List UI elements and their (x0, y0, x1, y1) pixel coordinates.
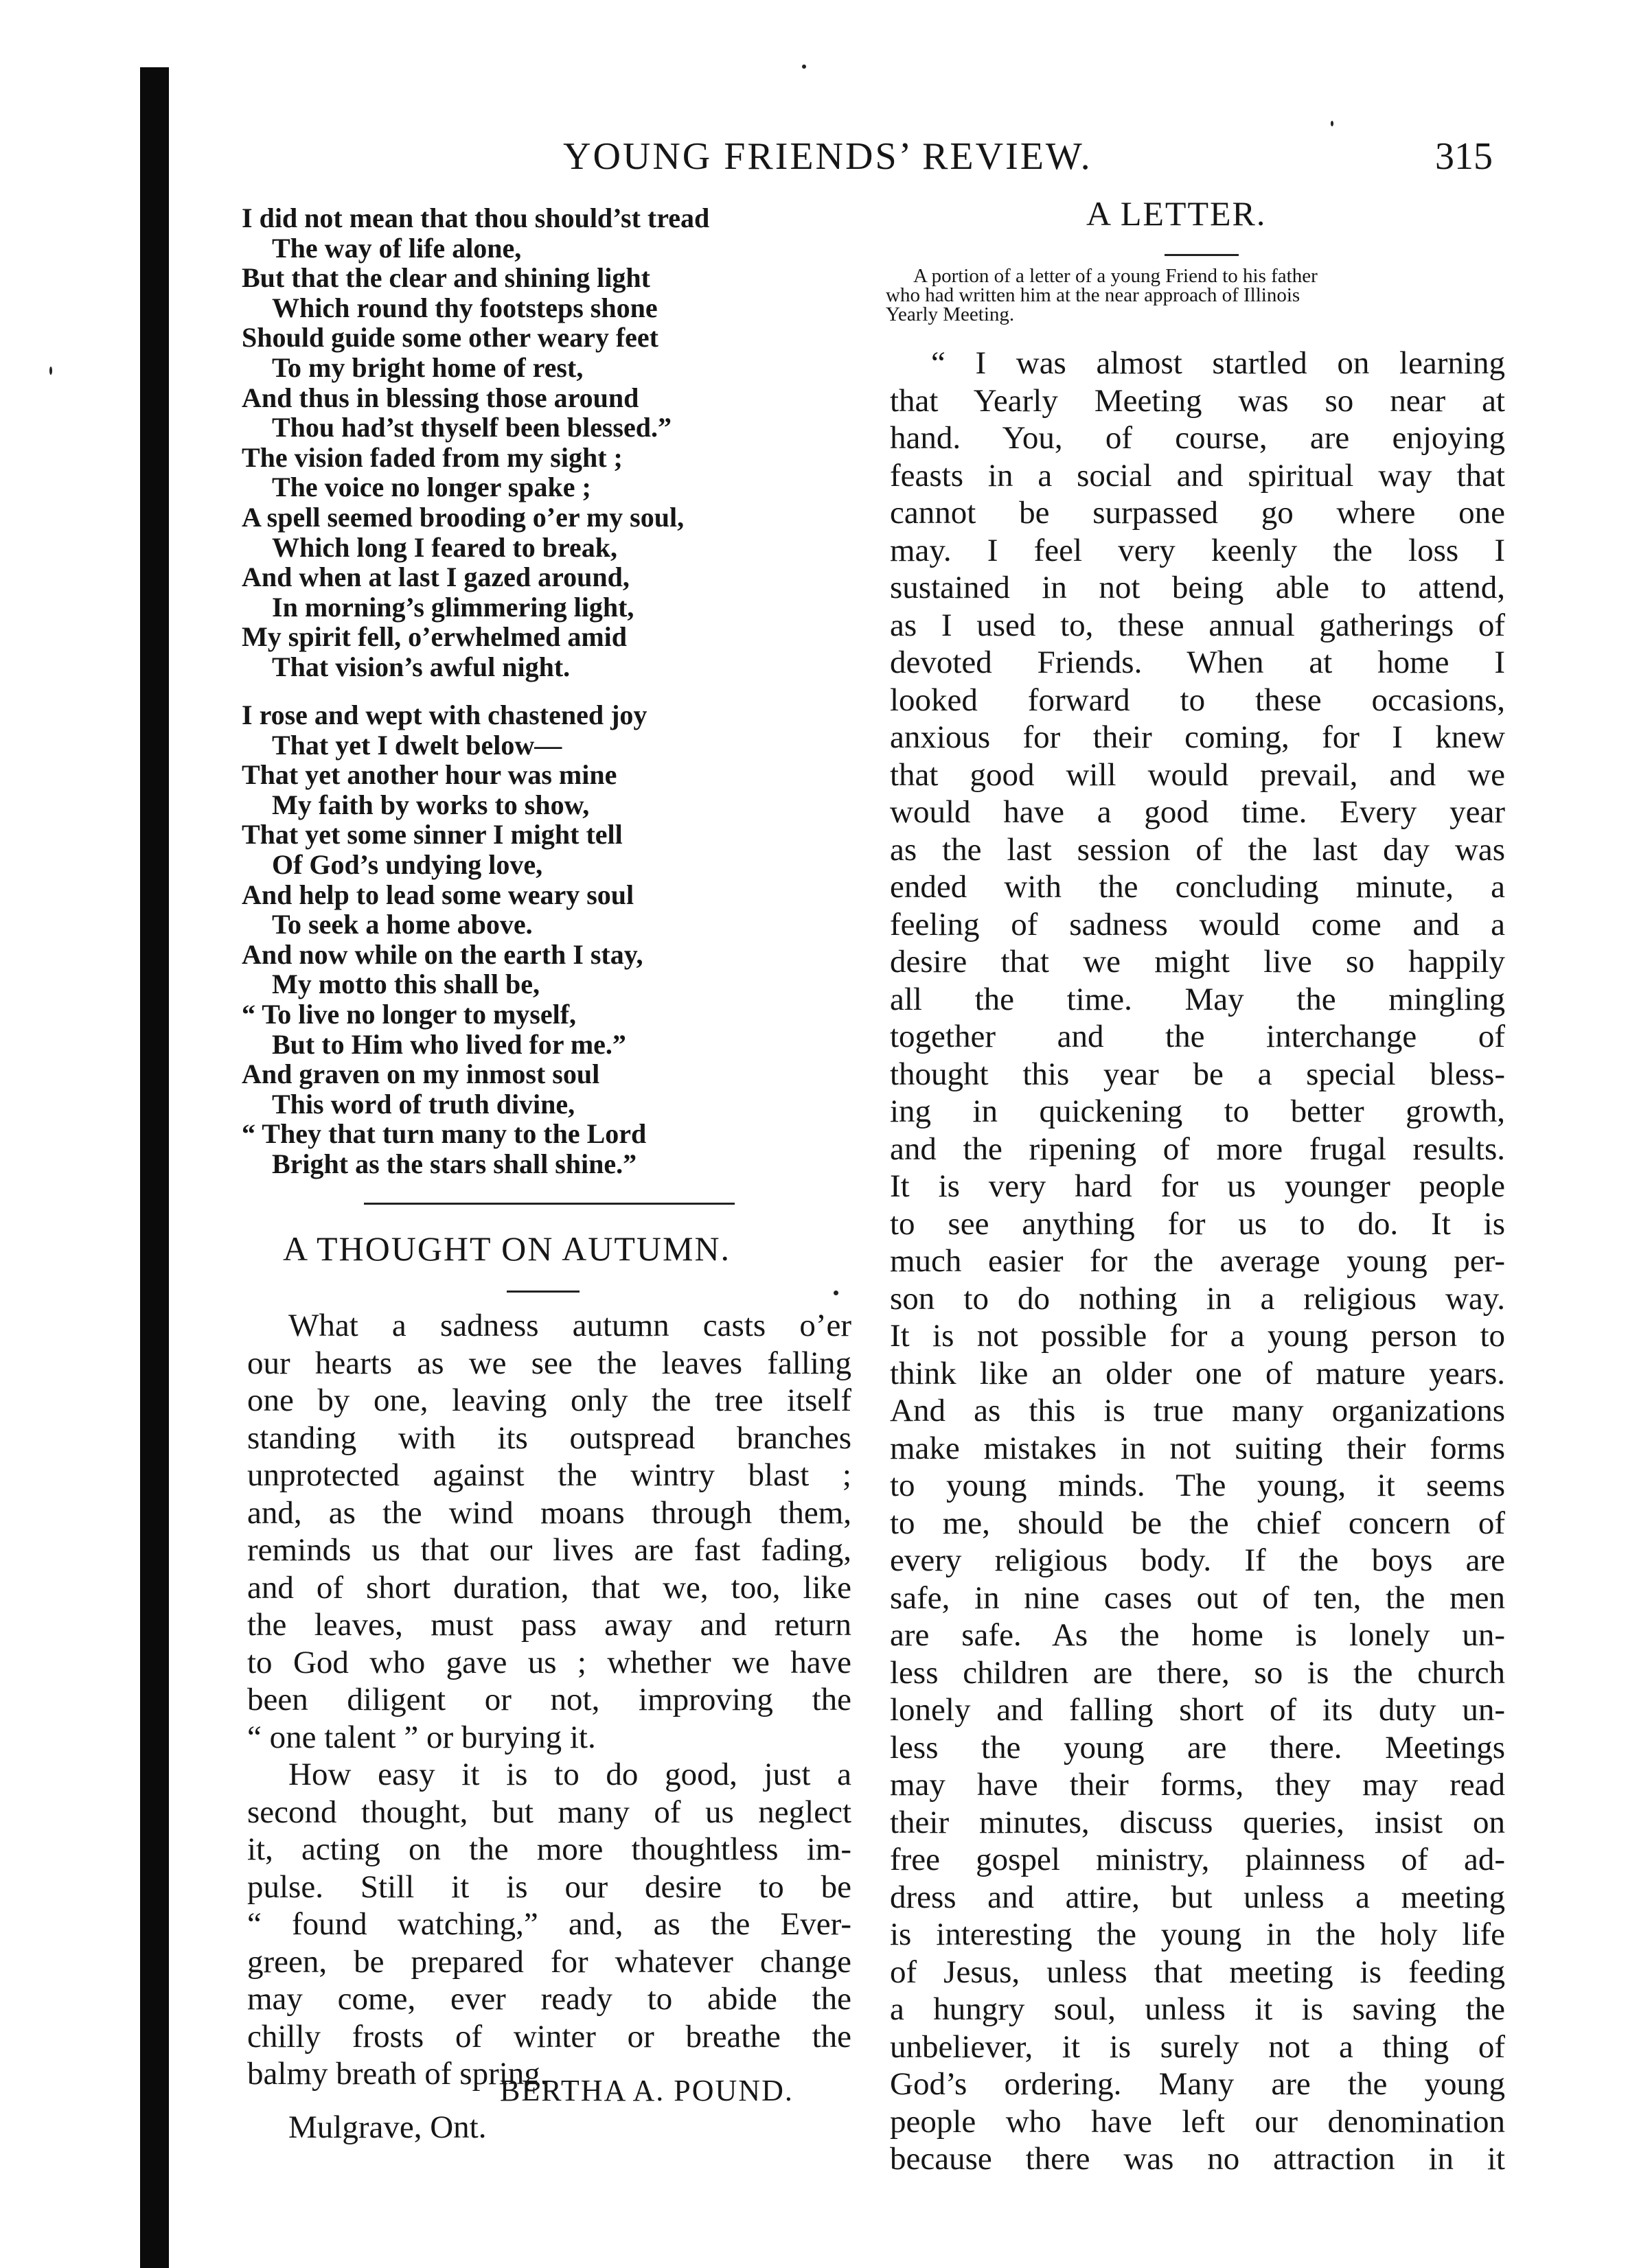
text-line: looked forward to these occasions, (890, 682, 1505, 718)
print-speck (49, 367, 52, 375)
print-speck (802, 65, 806, 69)
text-line: “ found watching,” and, as the Ever- (247, 1906, 851, 1942)
text-line: all the time. May the mingling (890, 981, 1505, 1017)
title-underline (1165, 254, 1239, 256)
text-line: chilly frosts of winter or breathe the (247, 2018, 851, 2055)
text-line: to see anything for us to do. It is (890, 1205, 1505, 1242)
note-line: who had written him at the near approach of Illinois (886, 284, 1300, 306)
text-line: ended with the concluding minute, a (890, 869, 1505, 905)
text-line: It is very hard for us younger people (890, 1168, 1505, 1204)
text-line: of Jesus, unless that meeting is feeding (890, 1954, 1505, 1990)
text-line: second thought, but many of us neglect (247, 1794, 851, 1830)
poem-line: Which long I feared to break, (272, 531, 617, 563)
poem-stanza-1 (242, 203, 709, 682)
text-line: that good will would prevail, and we (890, 756, 1505, 793)
poem-line: But that the clear and shining light (242, 262, 650, 294)
text-line: How easy it is to do good, just a (288, 1757, 851, 1792)
text-line: our hearts as we see the leaves falling (247, 1345, 851, 1381)
print-speck (1331, 121, 1333, 126)
text-line: sustained in not being able to attend, (890, 570, 1505, 605)
print-speck (834, 1291, 838, 1295)
poem-line: Of God’s undying love, (272, 848, 543, 880)
text-line: make mistakes in not suiting their forms (890, 1430, 1505, 1466)
text-line: It is not possible for a young person to (890, 1318, 1505, 1354)
binding-edge-bar (140, 67, 169, 2268)
poem-line: My motto this shall be, (272, 969, 540, 1000)
letter-title: A LETTER. (1086, 194, 1267, 233)
text-line: devoted Friends. When at home I (890, 645, 1505, 680)
poem-line: Bright as the stars shall shine.” (272, 1148, 637, 1179)
note-line: Yearly Meeting. (886, 303, 1015, 325)
text-line: and of short duration, that we, too, like (247, 1569, 851, 1606)
poem-line: I rose and wept with chastened joy (242, 699, 647, 730)
text-line: much easier for the average young per- (890, 1243, 1505, 1279)
letter-note (886, 266, 1504, 324)
poem-line: I did not mean that thou should’st tread (242, 202, 710, 233)
text-line: one by one, leaving only the tree itself (247, 1382, 851, 1418)
text-line: free gospel ministry, plainness of ad- (890, 1842, 1505, 1877)
poem-line: And thus in blessing those around (242, 382, 639, 413)
author-signature: BERTHA A. POUND. (500, 2074, 794, 2107)
text-line: to God who gave us ; whether we have (247, 1644, 851, 1680)
poem-line: Which round thy footsteps shone (272, 292, 658, 323)
text-line: together and the interchange of (890, 1019, 1505, 1054)
poem-line: That yet I dwelt below— (272, 729, 562, 761)
poem-line: To seek a home above. (272, 909, 533, 940)
text-line: and, as the wind moans through them, (247, 1494, 851, 1531)
text-line: standing with its outspread branches (247, 1420, 851, 1456)
poem-stanza-2 (242, 700, 647, 1179)
poem-line: Should guide some other weary feet (242, 322, 658, 354)
poem-line: To my bright home of rest, (272, 351, 584, 383)
note-line: A portion of a letter of a young Friend to his father (913, 265, 1318, 287)
text-line: may come, ever ready to abide the (247, 1981, 851, 2017)
text-line: and the ripening of more frugal results. (890, 1131, 1505, 1167)
poem-line: This word of truth divine, (272, 1088, 575, 1120)
text-line: ing in quickening to better growth, (890, 1094, 1505, 1129)
poem-line: “ To live no longer to myself, (242, 998, 577, 1030)
text-line: that Yearly Meeting was so near at (890, 382, 1505, 419)
poem-line: And when at last I gazed around, (242, 562, 630, 593)
text-line: desire that we might live so happily (890, 944, 1505, 980)
poem-line: That vision’s awful night. (272, 651, 571, 682)
text-line: the leaves, must pass away and return (247, 1607, 851, 1643)
text-line: “ one talent ” or burying it. (247, 1719, 596, 1755)
text-line: people who have left our denomination (890, 2103, 1505, 2140)
autumn-paragraph-2 (247, 1756, 851, 2093)
poem-line: My faith by works to show, (272, 789, 590, 820)
text-line: cannot be surpassed go where one (890, 495, 1505, 531)
poem-line: My spirit fell, o’erwhelmed amid (242, 621, 627, 653)
text-line: been diligent or not, improving the (247, 1682, 851, 1717)
poem-line: That yet another hour was mine (242, 759, 617, 791)
text-line: is interesting the young in the holy life (890, 1917, 1505, 1952)
text-line: unprotected against the wintry blast ; (247, 1457, 851, 1493)
poem-line: The voice no longer spake ; (272, 472, 591, 503)
text-line: reminds us that our lives are fast fading, (247, 1532, 851, 1568)
text-line: pulse. Still it is our desire to be (247, 1868, 851, 1905)
poem-line: And graven on my inmost soul (242, 1058, 600, 1090)
text-line: God’s ordering. Many are the young (890, 2066, 1505, 2102)
text-line: feeling of sadness would come and a (890, 906, 1505, 942)
poem-line: But to Him who lived for me.” (272, 1028, 626, 1060)
text-line: as the last session of the last day was (890, 831, 1505, 868)
text-line: And as this is true many organizations (890, 1393, 1505, 1428)
running-title: YOUNG FRIENDS’ REVIEW. (563, 135, 1092, 178)
text-line: safe, in nine cases out of ten, the men (890, 1579, 1505, 1616)
poem-line: A spell seemed brooding o’er my soul, (242, 501, 685, 533)
text-line: to me, should be the chief concern of (890, 1505, 1505, 1541)
letter-body (890, 345, 1505, 2178)
text-line: What a sadness autumn casts o’er (288, 1308, 851, 1343)
poem-line: “ They that turn many to the Lord (242, 1118, 647, 1150)
text-line: would have a good time. Every year (890, 794, 1505, 830)
poem-line: Thou had’st thyself been blessed.” (272, 412, 672, 443)
text-line: it, acting on the more thoughtless im- (247, 1831, 851, 1867)
autumn-title: A THOUGHT ON AUTUMN. (283, 1229, 731, 1268)
text-line: lonely and falling short of its duty un- (890, 1692, 1505, 1728)
text-line: less children are there, so is the church (890, 1654, 1505, 1691)
text-line: “ I was almost startled on learning (931, 345, 1505, 381)
text-line: are safe. As the home is lonely un- (890, 1617, 1505, 1653)
section-divider (364, 1203, 735, 1205)
text-line: a hungry soul, unless it is saving the (890, 1991, 1505, 2027)
text-line: as I used to, these annual gatherings of (890, 607, 1505, 643)
poem-line: In morning’s glimmering light, (272, 591, 634, 623)
text-line: dress and attire, but unless a meeting (890, 1879, 1505, 1915)
text-line: think like an older one of mature years. (890, 1355, 1505, 1391)
autumn-paragraph-1 (247, 1307, 851, 1756)
text-line: son to do nothing in a religious way. (890, 1280, 1505, 1317)
poem-line: And now while on the earth I stay, (242, 938, 643, 970)
poem-line: That yet some sinner I might tell (242, 819, 623, 850)
text-line: to young minds. The young, it seems (890, 1468, 1505, 1503)
text-line: unbeliever, it is surely not a thing of (890, 2028, 1505, 2065)
text-line: their minutes, discuss queries, insist on (890, 1804, 1505, 1840)
text-line: hand. You, of course, are enjoying (890, 420, 1505, 456)
poem-line: The way of life alone, (272, 232, 522, 264)
text-line: feasts in a social and spiritual way that (890, 457, 1505, 494)
poem-line: And help to lead some weary soul (242, 879, 634, 910)
text-line: may have their forms, they may read (890, 1767, 1505, 1803)
poem-line: The vision faded from my sight ; (242, 441, 623, 473)
text-line: green, be prepared for whatever change (247, 1943, 851, 1980)
page-number: 315 (1435, 135, 1493, 178)
text-line: every religious body. If the boys are (890, 1542, 1505, 1578)
text-line: anxious for their coming, for I knew (890, 719, 1505, 755)
text-line: balmy breath of spring. (247, 2056, 549, 2092)
text-line: because there was no attraction in it (890, 2141, 1505, 2177)
text-line: less the young are there. Meetings (890, 1729, 1505, 1766)
author-location: Mulgrave, Ont. (288, 2109, 487, 2145)
text-line: may. I feel very keenly the loss I (890, 532, 1505, 568)
text-line: thought this year be a special bless- (890, 1056, 1505, 1092)
title-underline (507, 1291, 580, 1293)
